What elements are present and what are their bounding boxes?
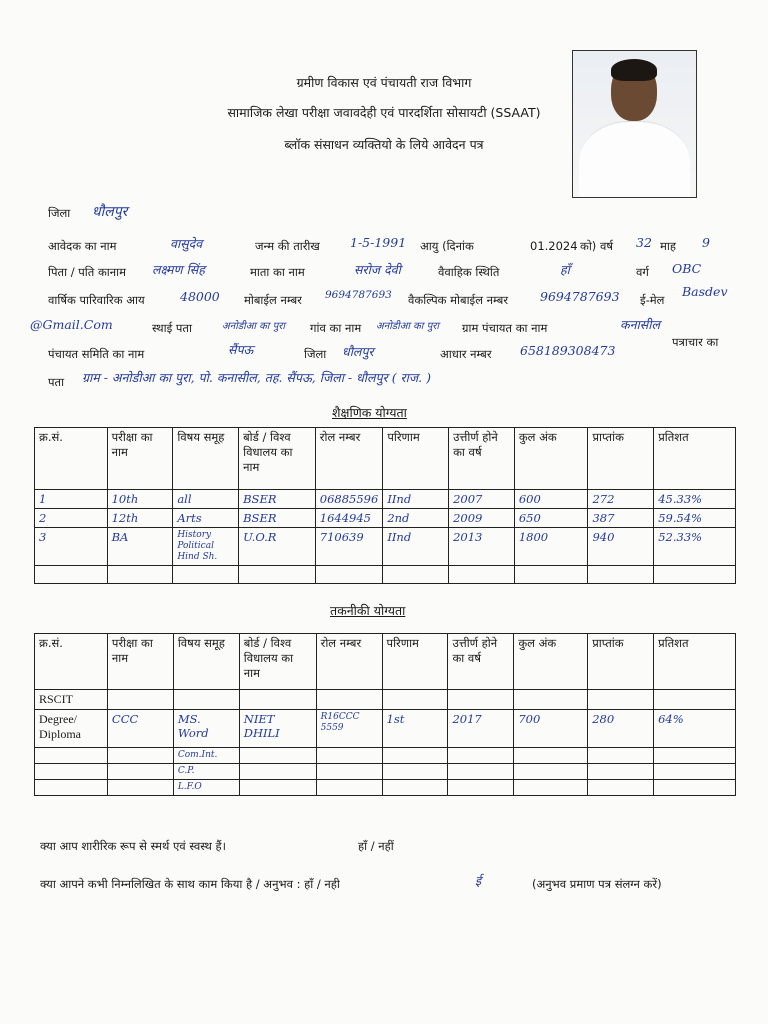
- table-cell: 12th: [107, 509, 173, 528]
- table-cell: [316, 764, 382, 780]
- table-cell: [448, 764, 514, 780]
- education-table: [34, 427, 736, 584]
- table-row: [35, 509, 736, 528]
- col-header: क्र.सं.: [35, 634, 108, 690]
- name-value: वासुदेव: [170, 236, 203, 251]
- table-row: [35, 490, 736, 509]
- ps-value: सैंपऊ: [228, 342, 254, 357]
- month-label: माह: [660, 239, 676, 253]
- department-title: ग्रमीण विकास एवं पंचायती राज विभाग: [296, 75, 472, 90]
- education-header-row: [35, 428, 736, 490]
- col-header: उत्तीर्ण होने का वर्ष: [448, 634, 514, 690]
- table-cell: [588, 748, 654, 764]
- mother-label: माता का नाम: [250, 265, 305, 279]
- ps-label: पंचायत समिति का नाम: [48, 347, 145, 361]
- table-cell: 700: [514, 710, 588, 748]
- table-cell: [35, 748, 108, 764]
- table-cell: 45.33%: [654, 490, 736, 509]
- table-cell: MS. Word: [173, 710, 239, 748]
- col-header: बोर्ड / विश्व विधालय का नाम: [239, 428, 316, 490]
- table-cell: [107, 566, 173, 584]
- table-cell: 2013: [449, 528, 515, 566]
- table-cell: [239, 780, 316, 796]
- email-value-part2: @Gmail.Com: [30, 317, 113, 332]
- applicant-photo: [572, 50, 697, 198]
- table-row: [35, 748, 736, 764]
- table-cell: 2007: [449, 490, 515, 509]
- table-cell: 1st: [382, 710, 448, 748]
- age-label: आयु (दिनांक: [420, 239, 474, 253]
- name-label: आवेदक का नाम: [48, 239, 117, 253]
- table-cell: [514, 690, 588, 710]
- table-cell: 10th: [107, 490, 173, 509]
- village-value: अनोडीआ का पुरा: [376, 321, 439, 332]
- table-cell: [449, 566, 515, 584]
- table-cell: Com.Int.: [173, 748, 239, 764]
- table-cell: 710639: [315, 528, 383, 566]
- col-header: कुल अंक: [514, 428, 588, 490]
- table-cell: 52.33%: [654, 528, 736, 566]
- table-cell: 59.54%: [654, 509, 736, 528]
- table-cell: [35, 566, 108, 584]
- table-cell: [654, 748, 736, 764]
- table-cell: 3: [35, 528, 108, 566]
- table-cell: [514, 764, 588, 780]
- marital-value: हाँ: [560, 262, 570, 277]
- table-row: [35, 780, 736, 796]
- district2-value: धौलपुर: [342, 344, 374, 359]
- age-months: 9: [702, 235, 710, 250]
- table-cell: R16CCC 5559: [316, 710, 382, 748]
- table-cell: [588, 780, 654, 796]
- village-label: गांव का नाम: [310, 321, 362, 335]
- table-cell: [35, 764, 108, 780]
- table-cell: 2017: [448, 710, 514, 748]
- experience-question: क्या आपने कभी निम्नलिखित के साथ काम किया है / अनुभव : हाँ / नही: [40, 877, 340, 891]
- alt-mobile-value: 9694787693: [540, 289, 620, 304]
- table-cell: BSER: [239, 490, 316, 509]
- table-cell: 1644945: [315, 509, 383, 528]
- table-cell: 06885596: [315, 490, 383, 509]
- table-cell: [588, 764, 654, 780]
- permanent-value: अनोडीआ का पुरा: [222, 321, 285, 332]
- table-cell: 387: [588, 509, 654, 528]
- table-cell: [382, 764, 448, 780]
- table-cell: NIET DHILI: [239, 710, 316, 748]
- father-label: पिता / पति कानाम: [48, 265, 126, 279]
- table-cell: 1800: [514, 528, 588, 566]
- district2-label: जिला: [304, 347, 327, 361]
- table-cell: [35, 780, 108, 796]
- table-cell: [382, 748, 448, 764]
- table-cell: [514, 748, 588, 764]
- table-cell: BA: [107, 528, 173, 566]
- correspondence-label: पत्राचार का: [672, 335, 719, 349]
- table-cell: [173, 566, 239, 584]
- col-header: परीक्षा का नाम: [107, 428, 173, 490]
- district-label: जिला: [48, 206, 71, 220]
- age-suffix: को) वर्ष: [580, 239, 613, 253]
- mobile-value: 9694787693: [325, 289, 392, 301]
- table-cell: 940: [588, 528, 654, 566]
- mother-value: सरोज देवी: [354, 262, 401, 277]
- table-cell: [588, 566, 654, 584]
- district-value: धौलपुर: [92, 204, 128, 220]
- category-value: OBC: [672, 261, 702, 276]
- mobile-label: मोबाईल नम्बर: [244, 293, 302, 307]
- table-cell: [514, 566, 588, 584]
- col-header: विषय समूह: [173, 428, 239, 490]
- table-cell: [448, 780, 514, 796]
- col-header: कुल अंक: [514, 634, 588, 690]
- table-cell: [654, 764, 736, 780]
- table-cell: [316, 748, 382, 764]
- address-label: पता: [48, 375, 65, 389]
- table-cell: [173, 690, 239, 710]
- dob-value: 1-5-1991: [350, 235, 407, 250]
- table-cell: 280: [588, 710, 654, 748]
- table-row: [35, 690, 736, 710]
- table-cell: [316, 690, 382, 710]
- col-header: प्रतिशत: [654, 428, 736, 490]
- table-cell: all: [173, 490, 239, 509]
- table-cell: [654, 690, 736, 710]
- col-header: बोर्ड / विश्व विधालय का नाम: [239, 634, 316, 690]
- table-cell: 650: [514, 509, 588, 528]
- aadhaar-value: 658189308473: [520, 343, 616, 358]
- table-cell: 2: [35, 509, 108, 528]
- col-header: प्रतिशत: [654, 634, 736, 690]
- table-cell: IInd: [383, 528, 449, 566]
- form-title: ब्लॉक संसाधन व्यक्तियो के लिये आवेदन पत्र: [284, 137, 484, 152]
- table-cell: Arts: [173, 509, 239, 528]
- table-cell: [316, 780, 382, 796]
- table-cell: [107, 764, 173, 780]
- income-value: 48000: [180, 289, 220, 304]
- table-cell: [448, 748, 514, 764]
- table-cell: [383, 566, 449, 584]
- age-date: 01.2024: [530, 239, 578, 253]
- col-header: रोल नम्बर: [316, 634, 382, 690]
- table-cell: 272: [588, 490, 654, 509]
- table-cell: CCC: [107, 710, 173, 748]
- table-cell: 600: [514, 490, 588, 509]
- table-cell: [448, 690, 514, 710]
- table-cell: [107, 690, 173, 710]
- permanent-label: स्थाई पता: [152, 321, 192, 335]
- table-cell: 2009: [449, 509, 515, 528]
- society-title: सामाजिक लेखा परीक्षा जवावदेही एवं पारदर्शिता सोसायटी (SSAAT): [227, 105, 541, 120]
- table-cell: [382, 690, 448, 710]
- table-cell: [315, 566, 383, 584]
- table-cell: C.P.: [173, 764, 239, 780]
- col-header: क्र.सं.: [35, 428, 108, 490]
- email-label: ई-मेल: [640, 293, 665, 307]
- table-cell: [654, 566, 736, 584]
- table-cell: 64%: [654, 710, 736, 748]
- address-value: ग्राम - अनोडीआ का पुरा, पो. कनासील, तह. सैंपऊ, जिला - धौलपुर ( राज. ): [82, 370, 432, 385]
- email-value-part1: Basdev: [682, 284, 728, 299]
- table-cell: [239, 566, 316, 584]
- category-label: वर्ग: [636, 265, 649, 279]
- age-years: 32: [636, 235, 652, 250]
- col-header: परिणाम: [382, 634, 448, 690]
- col-header: प्राप्तांक: [588, 634, 654, 690]
- marital-label: वैवाहिक स्थिति: [438, 265, 500, 279]
- table-cell: BSER: [239, 509, 316, 528]
- table-cell: History Political Hind Sh.: [173, 528, 239, 566]
- table-cell: [107, 780, 173, 796]
- fitness-answer: हाँ / नहीं: [358, 839, 394, 853]
- experience-note: (अनुभव प्रमाण पत्र संलग्न करें): [532, 877, 662, 891]
- income-label: वार्षिक पारिवारिक आय: [48, 293, 145, 307]
- experience-answer: ई: [475, 873, 482, 888]
- technical-section-title: तकनीकी योग्यता: [330, 603, 406, 618]
- degree-diploma-label: Degree/ Diploma: [35, 710, 108, 748]
- col-header: परीक्षा का नाम: [107, 634, 173, 690]
- table-row: [35, 528, 736, 566]
- dob-label: जन्म की तारीख: [255, 239, 320, 253]
- table-row: [35, 566, 736, 584]
- technical-header-row: [35, 634, 736, 690]
- fitness-question: क्या आप शारीरिक रूप से स्मर्थ एवं स्वस्थ हैं।: [40, 839, 226, 853]
- col-header: प्राप्तांक: [588, 428, 654, 490]
- table-cell: [239, 690, 316, 710]
- gp-label: ग्राम पंचायत का नाम: [462, 321, 548, 335]
- table-cell: U.O.R: [239, 528, 316, 566]
- technical-table: [34, 633, 736, 796]
- table-cell: IInd: [383, 490, 449, 509]
- table-cell: 1: [35, 490, 108, 509]
- col-header: परिणाम: [383, 428, 449, 490]
- table-cell: [239, 764, 316, 780]
- table-cell: [107, 748, 173, 764]
- table-cell: [514, 780, 588, 796]
- rscit-label: RSCIT: [35, 690, 108, 710]
- col-header: विषय समूह: [173, 634, 239, 690]
- col-header: रोल नम्बर: [315, 428, 383, 490]
- table-row: [35, 764, 736, 780]
- table-cell: [239, 748, 316, 764]
- gp-value: कनासील: [620, 317, 660, 332]
- table-cell: [654, 780, 736, 796]
- father-value: लक्ष्मण सिंह: [152, 262, 205, 277]
- table-row: [35, 710, 736, 748]
- table-cell: [588, 690, 654, 710]
- education-section-title: शैक्षणिक योग्यता: [332, 405, 407, 420]
- table-cell: 2nd: [383, 509, 449, 528]
- col-header: उत्तीर्ण होने का वर्ष: [449, 428, 515, 490]
- table-cell: L.F.O: [173, 780, 239, 796]
- table-cell: [382, 780, 448, 796]
- alt-mobile-label: वैकल्पिक मोबाईल नम्बर: [408, 293, 509, 307]
- aadhaar-label: आधार नम्बर: [440, 347, 492, 361]
